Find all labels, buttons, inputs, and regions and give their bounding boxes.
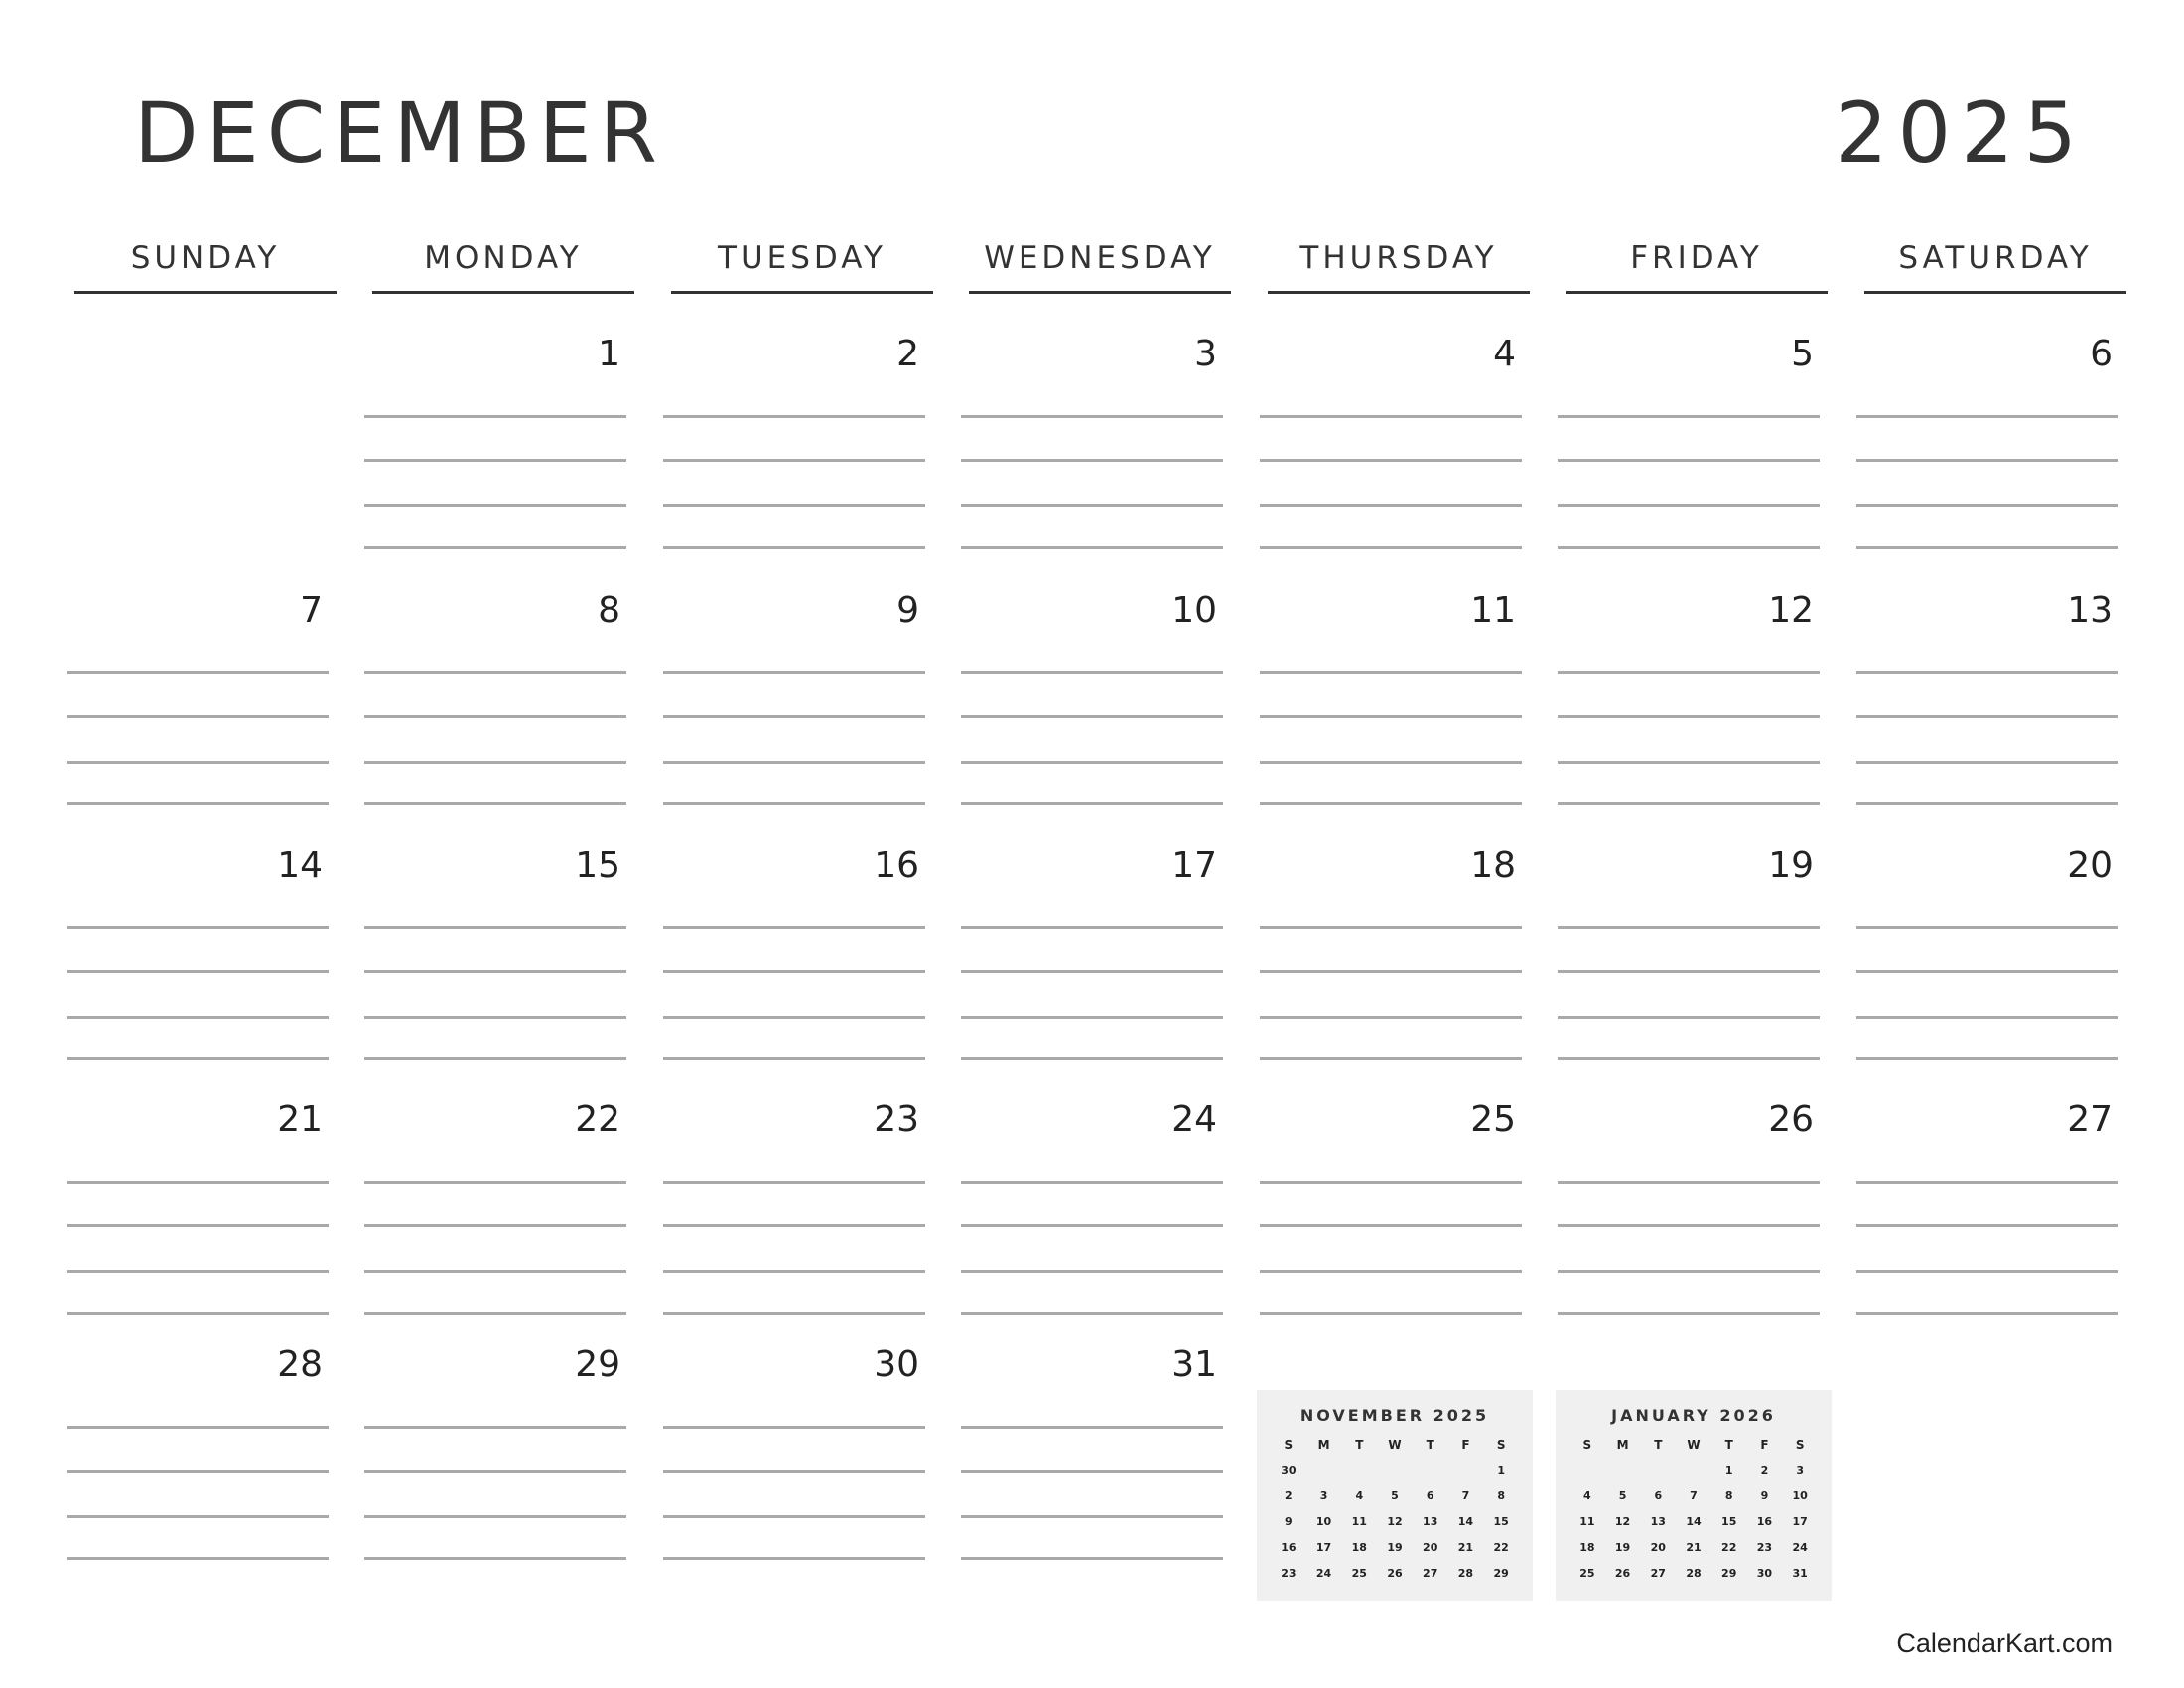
writing-line (1856, 546, 2118, 549)
writing-line (67, 1181, 329, 1184)
mini-day: 15 (1721, 1515, 1737, 1528)
day-cell[interactable] (1260, 334, 1522, 564)
mini-day: 28 (1457, 1567, 1474, 1580)
writing-line (1558, 1312, 1820, 1315)
writing-line (663, 1426, 925, 1429)
mini-day: 10 (1315, 1515, 1332, 1528)
writing-line (67, 671, 329, 674)
mini-day-header: S (1795, 1438, 1805, 1452)
day-cell[interactable] (961, 334, 1223, 564)
mini-day: 23 (1281, 1567, 1297, 1580)
mini-day: 19 (1387, 1541, 1403, 1554)
mini-calendar-title: JANUARY 2026 (1611, 1406, 1776, 1425)
mini-day: 30 (1756, 1567, 1773, 1580)
mini-day: 29 (1721, 1567, 1737, 1580)
day-number: 16 (874, 845, 919, 886)
writing-line (1558, 926, 1820, 929)
writing-line (1558, 459, 1820, 462)
day-cell[interactable] (364, 1099, 626, 1330)
writing-line (364, 671, 626, 674)
day-number: 14 (277, 845, 323, 886)
mini-day: 23 (1756, 1541, 1773, 1554)
day-cell[interactable] (663, 1099, 925, 1330)
writing-line (67, 1557, 329, 1560)
day-cell[interactable] (1558, 1099, 1820, 1330)
writing-line (663, 715, 925, 718)
mini-day: 17 (1315, 1541, 1332, 1554)
mini-day: 26 (1614, 1567, 1631, 1580)
mini-day: 22 (1721, 1541, 1737, 1554)
weekday-header-tuesday: TUESDAY (671, 238, 933, 294)
mini-day: 28 (1686, 1567, 1702, 1580)
day-cell[interactable] (663, 1344, 925, 1575)
writing-line (1856, 1224, 2118, 1227)
mini-day: 5 (1391, 1489, 1399, 1502)
writing-line (663, 1181, 925, 1184)
mini-day: 2 (1285, 1489, 1293, 1502)
writing-line (364, 970, 626, 973)
writing-line (1856, 1016, 2118, 1019)
writing-line (663, 926, 925, 929)
day-number: 7 (300, 590, 323, 631)
writing-line (364, 1270, 626, 1273)
writing-line (961, 970, 1223, 973)
writing-line (364, 761, 626, 764)
writing-line (1260, 1057, 1522, 1060)
day-cell[interactable] (67, 1344, 329, 1575)
writing-line (67, 926, 329, 929)
day-number: 24 (1171, 1099, 1217, 1140)
year-title: 2025 (1835, 84, 2087, 182)
writing-line (961, 459, 1223, 462)
day-number: 27 (2067, 1099, 2113, 1140)
mini-day: 9 (1760, 1489, 1769, 1502)
day-number: 25 (1470, 1099, 1516, 1140)
mini-calendar-grid (1570, 1432, 1818, 1587)
mini-day: 7 (1461, 1489, 1470, 1502)
day-number: 8 (598, 590, 620, 631)
day-number: 23 (874, 1099, 919, 1140)
writing-line (961, 715, 1223, 718)
day-cell[interactable] (364, 590, 626, 820)
day-number: 13 (2067, 590, 2113, 631)
mini-day: 1 (1724, 1464, 1733, 1477)
mini-day: 16 (1281, 1541, 1297, 1554)
writing-line (1260, 546, 1522, 549)
writing-line (1856, 926, 2118, 929)
writing-line (67, 1426, 329, 1429)
writing-line (1558, 1270, 1820, 1273)
writing-line (1856, 459, 2118, 462)
day-number: 11 (1470, 590, 1516, 631)
mini-day-header: T (1654, 1438, 1663, 1452)
writing-line (663, 1312, 925, 1315)
weekday-header-wednesday: WEDNESDAY (969, 238, 1231, 294)
mini-day-header: S (1582, 1438, 1592, 1452)
writing-line (961, 1016, 1223, 1019)
writing-line (1260, 970, 1522, 973)
mini-day: 29 (1493, 1567, 1509, 1580)
day-cell[interactable] (663, 590, 925, 820)
writing-line (961, 1224, 1223, 1227)
writing-line (364, 459, 626, 462)
writing-line (1558, 1057, 1820, 1060)
mini-day: 8 (1497, 1489, 1505, 1502)
mini-day: 31 (1792, 1567, 1808, 1580)
mini-day: 3 (1796, 1464, 1804, 1477)
writing-line (1260, 671, 1522, 674)
writing-line (961, 761, 1223, 764)
writing-line (663, 761, 925, 764)
mini-day: 12 (1614, 1515, 1631, 1528)
mini-day: 21 (1457, 1541, 1474, 1554)
mini-day: 26 (1387, 1567, 1403, 1580)
mini-day: 5 (1618, 1489, 1627, 1502)
mini-day: 4 (1583, 1489, 1591, 1502)
writing-line (1558, 415, 1820, 418)
writing-line (1856, 415, 2118, 418)
day-number: 1 (598, 334, 620, 374)
writing-line (364, 1312, 626, 1315)
mini-day-header: T (1724, 1438, 1733, 1452)
mini-day-header: M (1317, 1438, 1330, 1452)
mini-day: 12 (1387, 1515, 1403, 1528)
day-number: 28 (277, 1344, 323, 1385)
mini-day (1306, 1458, 1342, 1483)
writing-line (961, 415, 1223, 418)
mini-day-header: W (1388, 1438, 1402, 1452)
mini-day: 2 (1760, 1464, 1769, 1477)
writing-line (1856, 1181, 2118, 1184)
writing-line (961, 1470, 1223, 1473)
day-cell[interactable] (364, 845, 626, 1075)
day-cell[interactable] (364, 1344, 626, 1575)
mini-day: 13 (1650, 1515, 1666, 1528)
day-number: 5 (1791, 334, 1814, 374)
writing-line (1856, 970, 2118, 973)
mini-day: 4 (1355, 1489, 1364, 1502)
mini-day: 20 (1423, 1541, 1438, 1554)
writing-line (663, 1470, 925, 1473)
day-cell[interactable] (1856, 334, 2118, 564)
writing-line (1260, 1224, 1522, 1227)
mini-day (1570, 1458, 1605, 1483)
day-cell[interactable] (67, 1099, 329, 1330)
writing-line (1856, 715, 2118, 718)
writing-line (67, 1016, 329, 1019)
writing-line (1260, 415, 1522, 418)
day-cell[interactable] (663, 845, 925, 1075)
mini-day: 3 (1319, 1489, 1328, 1502)
day-number: 3 (1194, 334, 1217, 374)
writing-line (961, 1312, 1223, 1315)
mini-day: 16 (1756, 1515, 1773, 1528)
writing-line (663, 671, 925, 674)
writing-line (364, 1224, 626, 1227)
writing-line (1558, 1016, 1820, 1019)
writing-line (1856, 504, 2118, 507)
mini-day: 6 (1426, 1489, 1434, 1502)
writing-line (961, 1057, 1223, 1060)
day-cell[interactable] (1856, 590, 2118, 820)
mini-day-header: M (1616, 1438, 1629, 1452)
mini-day: 8 (1724, 1489, 1733, 1502)
day-number: 15 (575, 845, 620, 886)
mini-day: 20 (1650, 1541, 1666, 1554)
day-number: 2 (896, 334, 919, 374)
day-number: 6 (2090, 334, 2113, 374)
writing-line (1260, 802, 1522, 805)
mini-day: 24 (1792, 1541, 1808, 1554)
writing-line (67, 1270, 329, 1273)
day-cell[interactable] (1558, 590, 1820, 820)
mini-day: 11 (1351, 1515, 1367, 1528)
writing-line (1558, 715, 1820, 718)
day-cell[interactable] (1856, 845, 2118, 1075)
mini-day: 18 (1351, 1541, 1367, 1554)
day-cell[interactable] (1260, 845, 1522, 1075)
writing-line (961, 504, 1223, 507)
mini-calendar-title: NOVEMBER 2025 (1299, 1406, 1490, 1425)
mini-day: 7 (1690, 1489, 1698, 1502)
day-number: 29 (575, 1344, 620, 1385)
mini-day-header: W (1687, 1438, 1701, 1452)
writing-line (67, 715, 329, 718)
writing-line (1260, 926, 1522, 929)
writing-line (364, 802, 626, 805)
writing-line (364, 504, 626, 507)
day-cell[interactable] (1856, 1099, 2118, 1330)
mini-day: 1 (1497, 1464, 1505, 1477)
mini-day: 27 (1650, 1567, 1666, 1580)
mini-day (1640, 1458, 1676, 1483)
writing-line (1260, 1270, 1522, 1273)
mini-day: 19 (1614, 1541, 1631, 1554)
mini-day (1377, 1458, 1413, 1483)
writing-line (1558, 546, 1820, 549)
mini-day (1605, 1458, 1641, 1483)
writing-line (67, 1057, 329, 1060)
writing-line (1558, 1224, 1820, 1227)
writing-line (961, 1426, 1223, 1429)
day-number: 4 (1493, 334, 1516, 374)
mini-calendar-grid (1271, 1432, 1519, 1587)
mini-day: 10 (1792, 1489, 1808, 1502)
mini-day: 11 (1579, 1515, 1595, 1528)
writing-line (961, 671, 1223, 674)
writing-line (364, 1016, 626, 1019)
weekday-header-sunday: SUNDAY (74, 238, 337, 294)
day-cell[interactable] (1260, 590, 1522, 820)
writing-line (364, 715, 626, 718)
writing-line (67, 1470, 329, 1473)
writing-line (663, 1224, 925, 1227)
weekday-header-saturday: SATURDAY (1864, 238, 2126, 294)
day-cell[interactable] (1558, 334, 1820, 564)
mini-day: 25 (1579, 1567, 1595, 1580)
day-cell[interactable] (67, 590, 329, 820)
mini-calendar-january (1556, 1390, 1832, 1601)
day-cell[interactable] (67, 845, 329, 1075)
day-cell[interactable] (961, 1344, 1223, 1575)
writing-line (1558, 1181, 1820, 1184)
writing-line (663, 1270, 925, 1273)
day-number: 26 (1768, 1099, 1814, 1140)
mini-day: 6 (1654, 1489, 1663, 1502)
footer-brand: CalendarKart.com (1896, 1628, 2113, 1658)
writing-line (663, 802, 925, 805)
writing-line (1856, 671, 2118, 674)
weekday-header-friday: FRIDAY (1566, 238, 1828, 294)
writing-line (663, 1016, 925, 1019)
writing-line (1558, 671, 1820, 674)
writing-line (663, 1515, 925, 1518)
weekday-header-monday: MONDAY (372, 238, 634, 294)
mini-day-header: S (1284, 1438, 1294, 1452)
writing-line (1260, 1312, 1522, 1315)
mini-day: 18 (1579, 1541, 1595, 1554)
day-cell[interactable] (1260, 1099, 1522, 1330)
mini-day (1413, 1458, 1448, 1483)
writing-line (67, 970, 329, 973)
day-cell[interactable] (961, 1099, 1223, 1330)
writing-line (364, 926, 626, 929)
mini-day: 9 (1285, 1515, 1293, 1528)
writing-line (1260, 459, 1522, 462)
mini-day: 21 (1686, 1541, 1702, 1554)
writing-line (961, 1270, 1223, 1273)
day-number: 19 (1768, 845, 1814, 886)
writing-line (364, 1426, 626, 1429)
writing-line (364, 1470, 626, 1473)
day-number: 10 (1171, 590, 1217, 631)
writing-line (1856, 1057, 2118, 1060)
writing-line (663, 504, 925, 507)
day-cell[interactable] (961, 590, 1223, 820)
mini-day: 27 (1423, 1567, 1438, 1580)
writing-line (961, 926, 1223, 929)
writing-line (1558, 761, 1820, 764)
writing-line (364, 415, 626, 418)
day-number: 22 (575, 1099, 620, 1140)
writing-line (1558, 802, 1820, 805)
day-number: 17 (1171, 845, 1217, 886)
writing-line (67, 802, 329, 805)
writing-line (364, 1515, 626, 1518)
writing-line (67, 761, 329, 764)
mini-day (1676, 1458, 1711, 1483)
writing-line (364, 1057, 626, 1060)
writing-line (364, 546, 626, 549)
mini-calendar-november (1257, 1390, 1533, 1601)
mini-day: 25 (1351, 1567, 1367, 1580)
day-cell[interactable] (663, 334, 925, 564)
mini-day (1448, 1458, 1484, 1483)
writing-line (67, 1224, 329, 1227)
writing-line (663, 546, 925, 549)
month-title: DECEMBER (134, 84, 666, 182)
day-number: 20 (2067, 845, 2113, 886)
mini-day: 30 (1281, 1464, 1297, 1477)
mini-day-header: F (1760, 1438, 1769, 1452)
day-number: 9 (896, 590, 919, 631)
writing-line (961, 1181, 1223, 1184)
writing-line (663, 415, 925, 418)
mini-day: 14 (1686, 1515, 1702, 1528)
writing-line (67, 1515, 329, 1518)
writing-line (364, 1557, 626, 1560)
day-number: 18 (1470, 845, 1516, 886)
mini-day: 17 (1792, 1515, 1808, 1528)
mini-day: 14 (1457, 1515, 1474, 1528)
mini-day: 24 (1315, 1567, 1332, 1580)
day-number: 30 (874, 1344, 919, 1385)
writing-line (663, 1557, 925, 1560)
writing-line (663, 970, 925, 973)
writing-line (1856, 761, 2118, 764)
writing-line (663, 1057, 925, 1060)
writing-line (961, 802, 1223, 805)
day-cell[interactable] (364, 334, 626, 564)
writing-line (961, 546, 1223, 549)
writing-line (1856, 1270, 2118, 1273)
writing-line (1856, 1312, 2118, 1315)
writing-line (1260, 1016, 1522, 1019)
writing-line (1856, 802, 2118, 805)
day-number: 31 (1171, 1344, 1217, 1385)
mini-day: 13 (1423, 1515, 1438, 1528)
writing-line (1260, 761, 1522, 764)
mini-day: 15 (1493, 1515, 1509, 1528)
day-number: 12 (1768, 590, 1814, 631)
writing-line (364, 1181, 626, 1184)
writing-line (663, 459, 925, 462)
mini-day-header: T (1426, 1438, 1434, 1452)
mini-day (1341, 1458, 1377, 1483)
weekday-header-thursday: THURSDAY (1268, 238, 1530, 294)
writing-line (961, 1557, 1223, 1560)
mini-day-header: S (1496, 1438, 1506, 1452)
mini-day-header: T (1355, 1438, 1364, 1452)
day-number: 21 (277, 1099, 323, 1140)
writing-line (1260, 715, 1522, 718)
writing-line (961, 1515, 1223, 1518)
writing-line (1558, 970, 1820, 973)
writing-line (1260, 1181, 1522, 1184)
writing-line (1558, 504, 1820, 507)
mini-day: 22 (1493, 1541, 1509, 1554)
writing-line (1260, 504, 1522, 507)
day-cell[interactable] (961, 845, 1223, 1075)
mini-day-header: F (1461, 1438, 1470, 1452)
day-cell[interactable] (1558, 845, 1820, 1075)
writing-line (67, 1312, 329, 1315)
